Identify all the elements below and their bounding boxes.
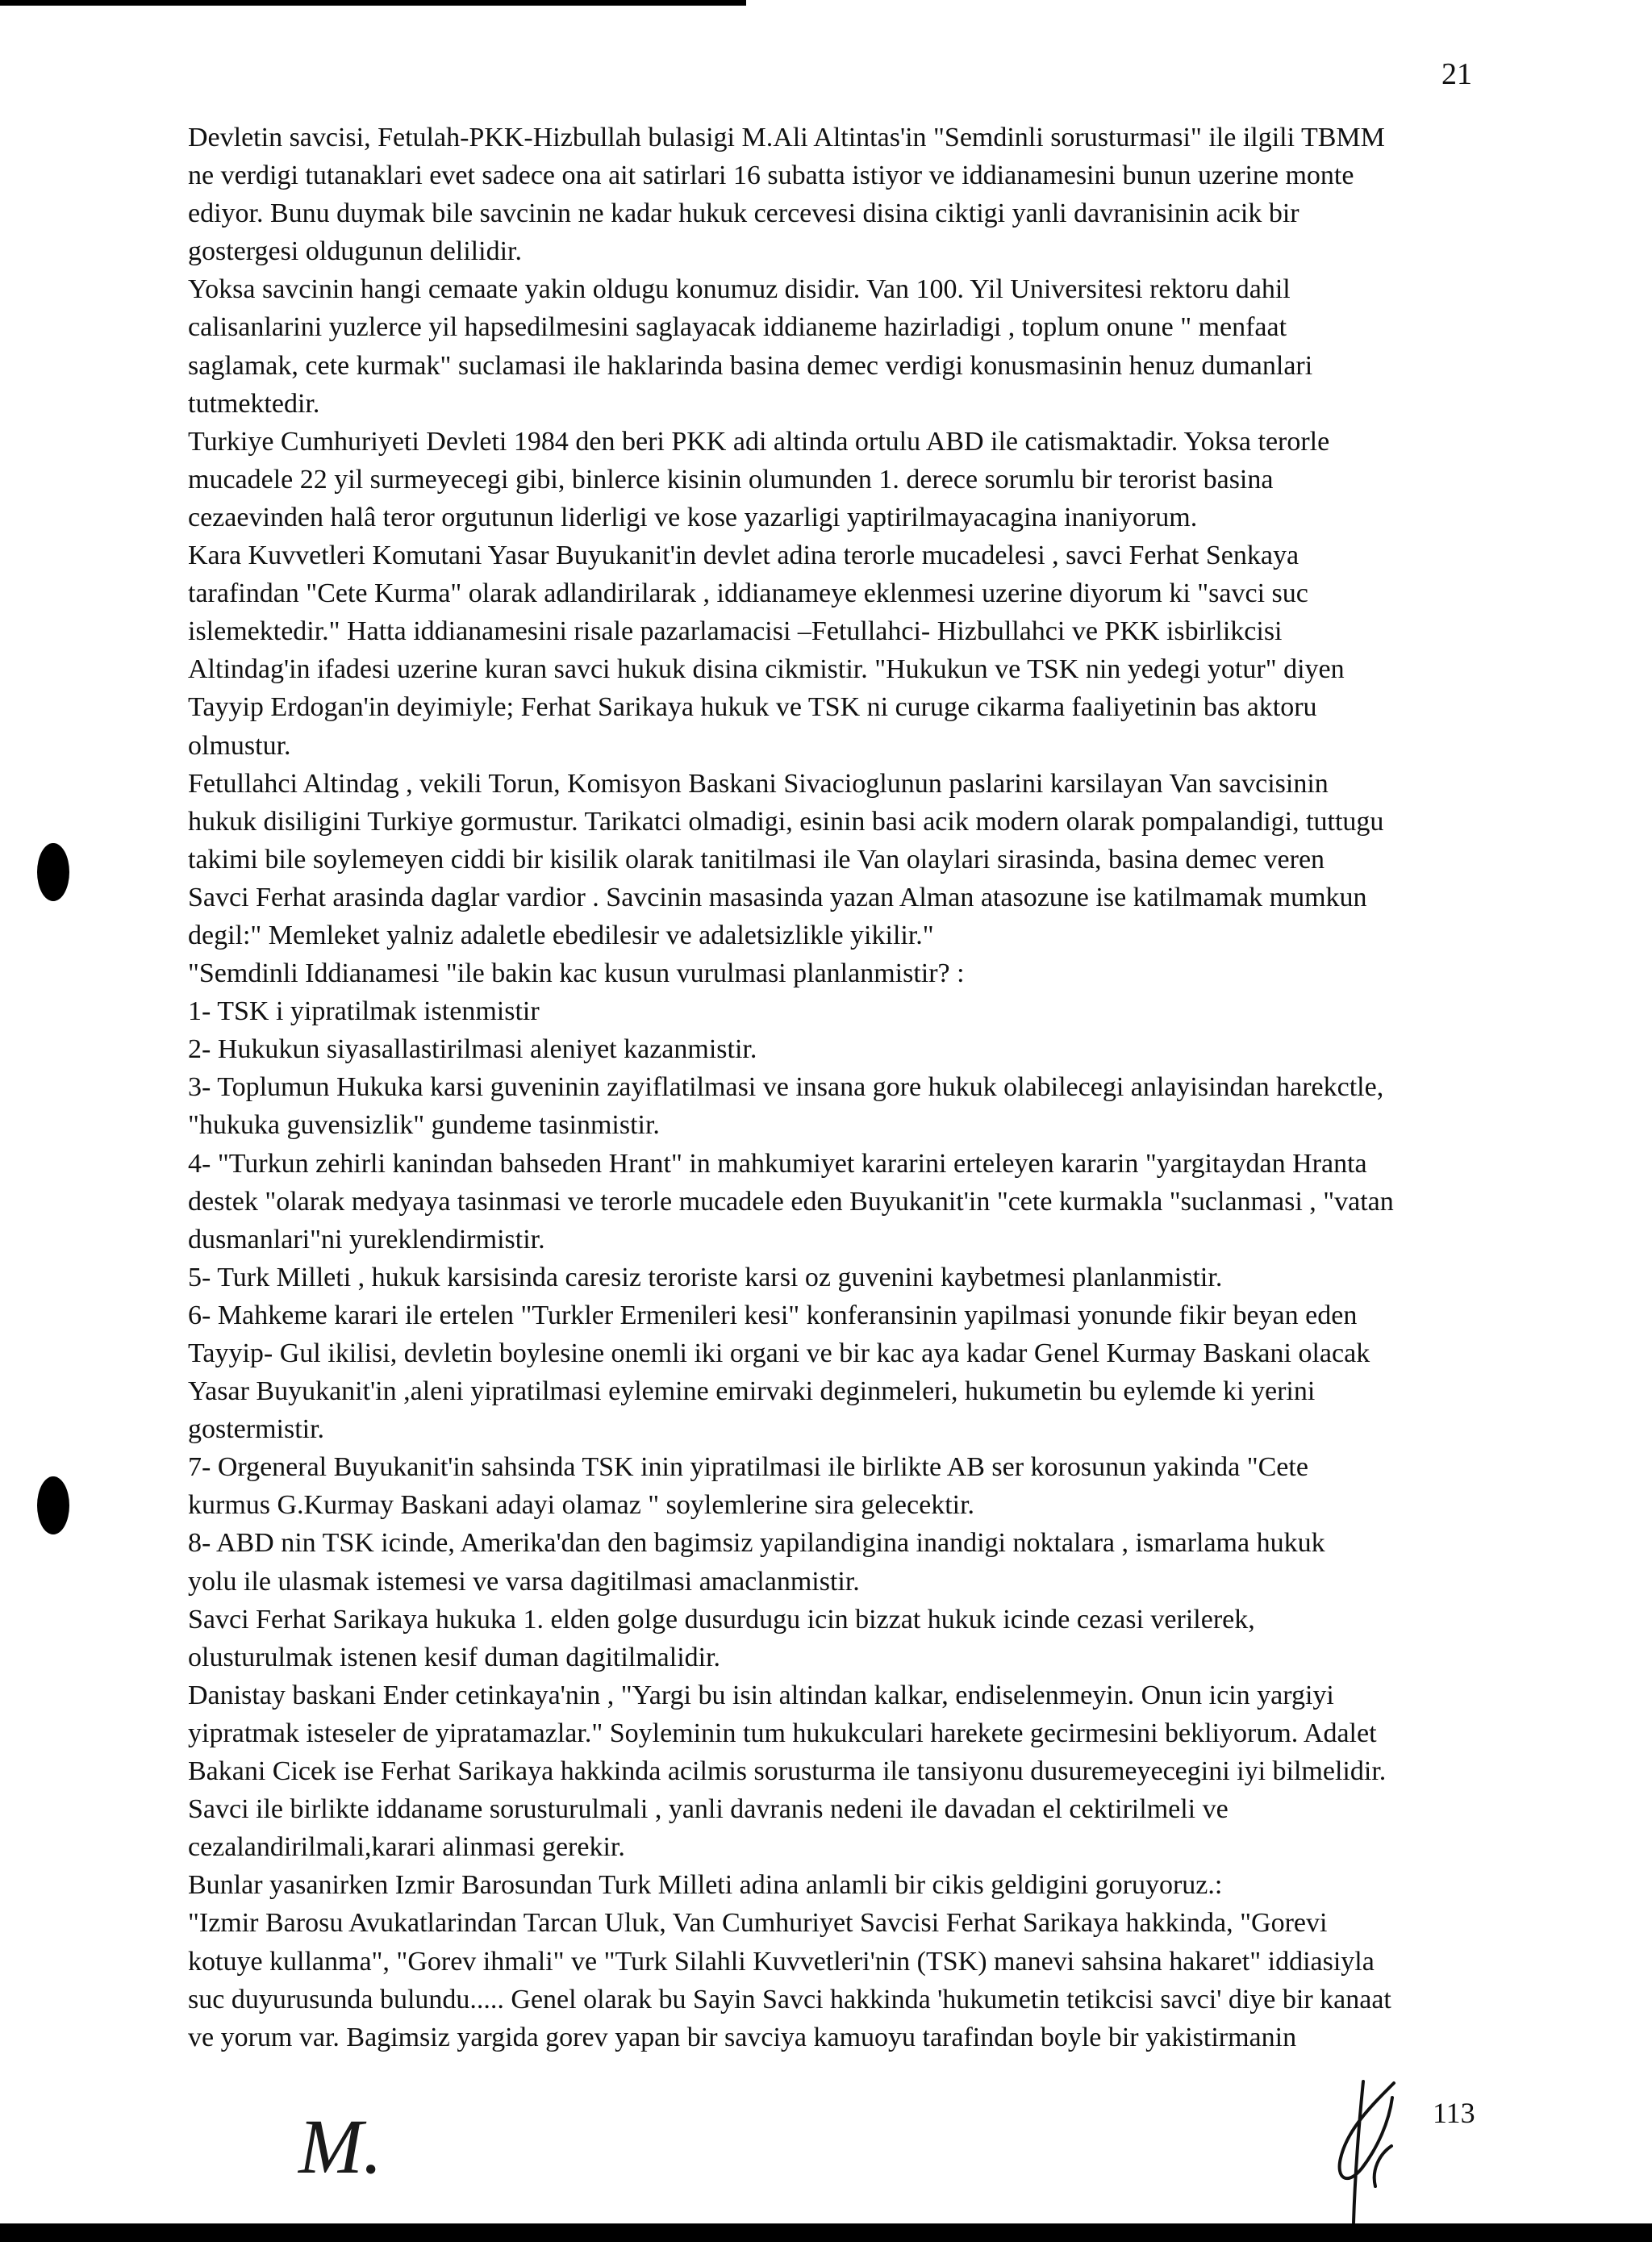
page-number: 113 xyxy=(1433,2097,1475,2129)
text-line: suc duyurusunda bulundu..... Genel olarak bu Sayin Savci hakkinda 'hukumetin tetikcisi savci' diye bir kanaat xyxy=(188,1984,1391,2014)
text-line: Kara Kuvvetleri Komutani Yasar Buyukanit'in devlet adina terorle mucadelesi , savci Ferhat Senkaya xyxy=(188,541,1299,571)
text-line: olusturulmak istenen kesif duman dagitilmalidir. xyxy=(188,1642,721,1672)
text-line: Tayyip Erdogan'in deyimiyle; Ferhat Sarikaya hukuk ve TSK ni curuge cikarma faaliyetinin bas aktoru xyxy=(188,692,1317,723)
binder-hole-bottom xyxy=(37,1476,69,1534)
text-line: ne verdigi tutanaklari evet sadece ona ait satirlari 16 subatta istiyor ve iddianamesini bunun uzerine monte xyxy=(188,161,1354,191)
text-line: takimi bile soylemeyen ciddi bir kisilik olarak tanitilmasi ile Van olaylari sirasinda, basina demec veren xyxy=(188,844,1325,875)
text-line: cezaevinden halâ teror orgutunun liderligi ve kose yazarligi yaptirilmayacagina inaniyorum. xyxy=(188,502,1198,532)
text-line: yipratmak isteseler de yipratamazlar." Soyleminin tum hukukculari harekete gecirmesini bekliyorum. Adalet xyxy=(188,1718,1377,1748)
text-line: Savci Ferhat Sarikaya hukuka 1. elden golge dusurdugu icin bizzat hukuk icinde cezasi verilerek, xyxy=(188,1604,1255,1635)
text-line: 8- ABD nin TSK icinde, Amerika'dan den bagimsiz yapilandigina inandigi noktalara , ismarlama hukuk xyxy=(188,1528,1325,1559)
text-line: "Semdinli Iddianamesi "ile bakin kac kusun vurulmasi planlanmistir? : xyxy=(188,958,965,989)
text-line: Turkiye Cumhuriyeti Devleti 1984 den beri PKK adi altinda ortulu ABD ile catismaktadir. Yoksa terorle xyxy=(188,426,1330,457)
text-line: tarafindan "Cete Kurma" olarak adlandirilarak , iddianameye eklenmesi uzerine diyorum ki "savci suc xyxy=(188,578,1308,609)
text-line: 2- Hukukun siyasallastirilmasi aleniyet kazanmistir. xyxy=(188,1034,757,1065)
text-line: 6- Mahkeme karari ile ertelen "Turkler Ermenileri kesi" konferansinin yapilmasi yonunde fikir beyan eden xyxy=(188,1300,1358,1330)
text-line: degil:" Memleket yalniz adaletle ebedilesir ve adaletsizlikle yikilir." xyxy=(188,920,934,950)
text-line: ediyor. Bunu duymak bile savcinin ne kadar hukuk cercevesi disina ciktigi yanli davranisinin acik bir xyxy=(188,198,1299,229)
text-line: Bakani Cicek ise Ferhat Sarikaya hakkinda acilmis sorusturma ile tansiyonu dusuremeyecegini iyi bilmelidir. xyxy=(188,1756,1387,1787)
text-line: mucadele 22 yil surmeyecegi gibi, binlerce kisinin olumunden 1. derece sorumlu bir terorist basina xyxy=(188,464,1274,495)
text-line: kotuye kullanma", "Gorev ihmali" ve "Turk Silahli Kuvvetleri'nin (TSK) manevi sahsina hakaret" iddiasiyla xyxy=(188,1946,1375,1977)
text-line: destek "olarak medyaya tasinmasi ve terorle mucadele eden Buyukanit'in "cete kurmakla "suclanmasi , "vatan xyxy=(188,1186,1394,1217)
text-line: Bunlar yasanirken Izmir Barosundan Turk Milleti adina anlamli bir cikis geldigini goruyoruz.: xyxy=(188,1870,1223,1901)
text-line: Fetullahci Altindag , vekili Torun, Komisyon Baskani Sivacioglunun paslarini karsilayan Van savcisinin xyxy=(188,768,1329,799)
text-line: Danistay baskani Ender cetinkaya'nin , "Yargi bu isin altindan kalkar, endiselenmeyin. Onun icin yargiyi xyxy=(188,1680,1334,1710)
text-line: saglamak, cete kurmak" suclamasi ile haklarinda basina demec verdigi konusmasinin henuz dumanlari xyxy=(188,350,1313,381)
text-line: Savci ile birlikte iddaname sorusturulmali , yanli davranis nedeni ile davadan el cektirilmeli ve xyxy=(188,1794,1229,1825)
handwritten-signature xyxy=(1315,2073,1428,2227)
text-line: islemektedir." Hatta iddianamesini risale pazarlamacisi –Fetullahci- Hizbullahci ve PKK isbirlikcisi xyxy=(188,616,1283,647)
corner-page-number: 21 xyxy=(1441,57,1472,91)
text-line: Altindag'in ifadesi uzerine kuran savci hukuk disina cikmistir. "Hukukun ve TSK nin yedegi yotur" diyen xyxy=(188,654,1345,685)
text-line: hukuk disiligini Turkiye gormustur. Tarikatci olmadigi, esinin basi acik modern olarak pompalandigi, tuttugu xyxy=(188,806,1384,837)
text-line: Yoksa savcinin hangi cemaate yakin oldugu konumuz disidir. Van 100. Yil Universitesi rektoru dahil xyxy=(188,274,1291,305)
text-line: 1- TSK i yipratilmak istenmistir xyxy=(188,996,540,1027)
text-line: Devletin savcisi, Fetulah-PKK-Hizbullah bulasigi M.Ali Altintas'in "Semdinli sorusturmasi" ile ilgili TBMM xyxy=(188,123,1385,152)
text-line: 3- Toplumun Hukuka karsi guveninin zayiflatilmasi ve insana gore hukuk olabilecegi anlayisindan harekctle, xyxy=(188,1072,1384,1103)
text-line: gostergesi oldugunun delilidir. xyxy=(188,236,522,267)
text-line: kurmus G.Kurmay Baskani adayi olamaz " soylemlerine sira gelecektir. xyxy=(188,1490,975,1521)
document-body xyxy=(188,119,1479,2056)
text-line: 5- Turk Milleti , hukuk karsisinda caresiz teroriste karsi oz guvenini kaybetmesi planlanmistir. xyxy=(188,1262,1223,1292)
text-line: dusmanlari"ni yureklendirmistir. xyxy=(188,1224,545,1255)
binder-hole-top xyxy=(37,843,69,901)
text-line: "Izmir Barosu Avukatlarindan Tarcan Uluk, Van Cumhuriyet Savcisi Ferhat Sarikaya hakkinda, "Gorevi xyxy=(188,1908,1328,1939)
text-line: cezalandirilmali,karari alinmasi gerekir. xyxy=(188,1832,625,1863)
text-line: Yasar Buyukanit'in ,aleni yipratilmasi eylemine emirvaki deginmeleri, hukumetin bu eylemde ki yerini xyxy=(188,1376,1316,1407)
text-line: gostermistir. xyxy=(188,1414,325,1445)
text-line: olmustur. xyxy=(188,730,291,761)
text-line: calisanlarini yuzlerce yil hapsedilmesini saglayacak iddianeme hazirladigi , toplum onune " menfaat xyxy=(188,312,1287,343)
scan-top-edge xyxy=(0,0,746,6)
text-line: Savci Ferhat arasinda daglar vardior . Savcinin masasinda yazan Alman atasozune ise katilmamak mumkun xyxy=(188,882,1367,912)
scan-bottom-edge xyxy=(0,2223,1652,2242)
text-line: 7- Orgeneral Buyukanit'in sahsinda TSK inin yipratilmasi ile birlikte AB ser korosunun yakinda "Cete xyxy=(188,1452,1308,1483)
text-line: yolu ile ulasmak istemesi ve varsa dagitilmasi amaclanmistir. xyxy=(188,1566,860,1597)
text-line: 4- "Turkun zehirli kanindan bahseden Hrant" in mahkumiyet kararini erteleyen kararin "yargitaydan Hranta xyxy=(188,1148,1367,1179)
text-line: tutmektedir. xyxy=(188,388,320,419)
signature-initial: M. xyxy=(298,2103,382,2190)
text-line: Tayyip- Gul ikilisi, devletin boylesine onemli iki organi ve bir kac aya kadar Genel Kurmay Baskani olacak xyxy=(188,1338,1370,1368)
text-line: "hukuka guvensizlik" gundeme tasinmistir. xyxy=(188,1110,660,1141)
text-line: ve yorum var. Bagimsiz yargida gorev yapan bir savciya kamuoyu tarafindan boyle bir yakistirmanin xyxy=(188,2022,1297,2052)
